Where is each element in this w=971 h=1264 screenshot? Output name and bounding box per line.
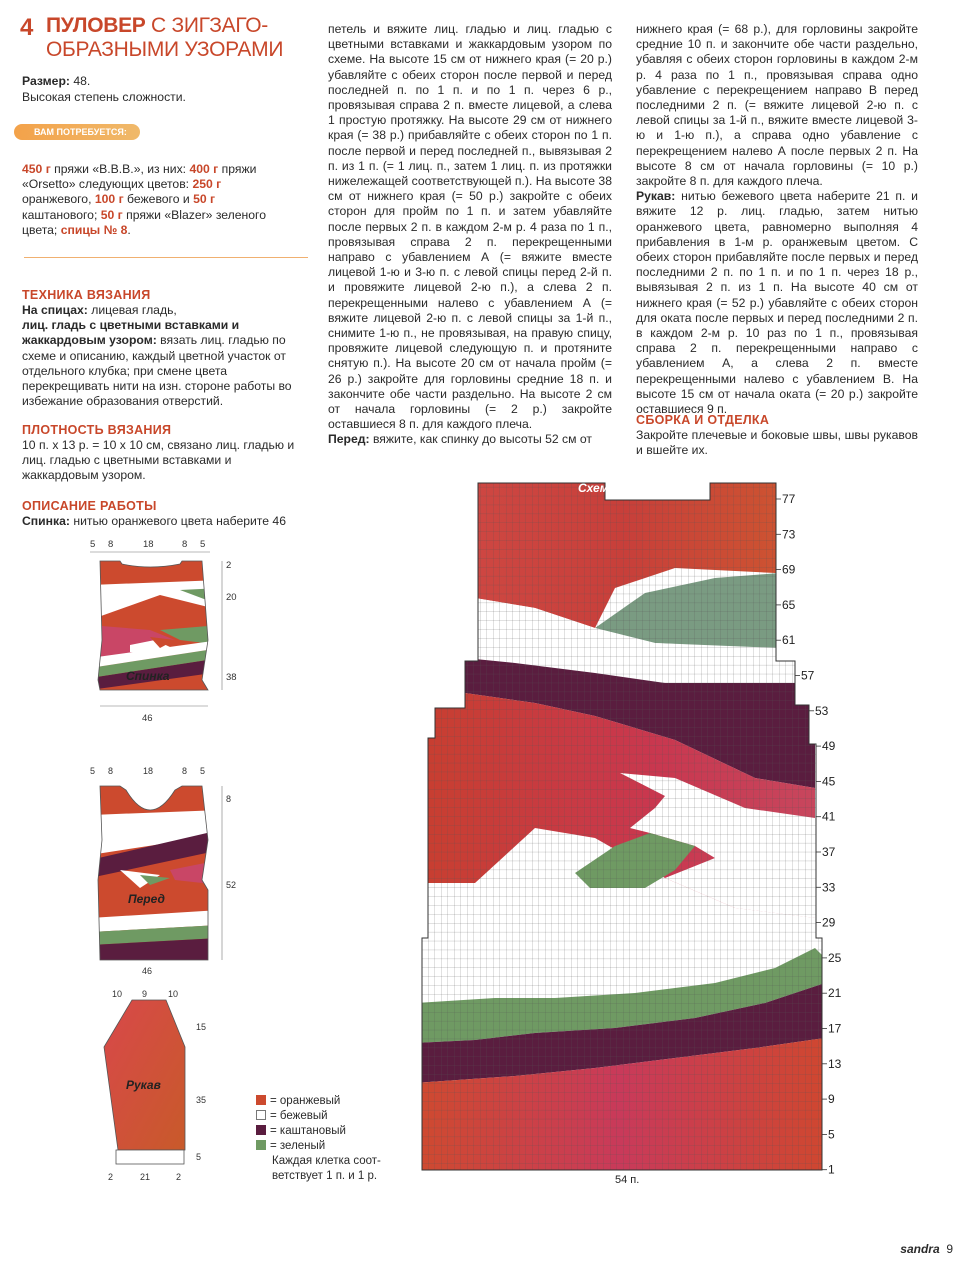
text: лицевая гладь, [87,303,177,317]
row-label: 77 [782,492,796,506]
text: пряжи «Blazer» зеленого цвета; [22,207,267,237]
text: . [127,222,131,237]
density-heading: ПЛОТНОСТЬ ВЯЗАНИЯ [22,423,172,437]
dim-label: 9 [142,989,148,999]
row-label: 1 [828,1162,835,1177]
size-value: 48. [69,74,91,88]
col3-text [636,22,918,417]
legend-item [256,1094,381,1109]
dim-label: 2 [108,1172,114,1182]
article-title [46,14,286,62]
col2-text [328,22,612,448]
amount: 250 г [192,177,222,192]
back-schematic [60,530,260,750]
row-label: 37 [822,845,836,859]
legend-item [256,1109,381,1124]
page-footer [900,1242,953,1256]
page-number: 9 [946,1242,953,1256]
swatch-green [256,1140,266,1150]
dim-label: 18 [143,539,154,550]
dim-label: 8 [108,766,114,776]
difficulty: Высокая степень сложности. [22,90,186,104]
dim-label: 46 [142,966,153,976]
back-knitting-chart [415,478,855,1190]
row-label: 17 [828,1021,842,1036]
row-label: 29 [822,915,836,930]
article-number: 4 [20,14,34,41]
text: пряжи «B.B.B.», из них: [50,162,190,176]
density-text: 10 п. х 13 р. = 10 х 10 см, связано лиц. гладью и лиц. гладью с цветными вставками и жаккардовым узором. [22,438,295,483]
back-start [22,514,308,529]
needles: спицы № 8 [60,222,128,237]
color-legend [256,1094,381,1184]
legend-label: = каштановый [270,1125,346,1137]
amount: 50 г [193,192,216,207]
amount: 400 г [189,162,219,176]
dim-label: 5 [200,766,206,776]
divider [24,257,308,258]
size-line [22,74,308,89]
legend-label: = зеленый [270,1140,326,1152]
row-label: 73 [782,527,796,542]
title-bold: ПУЛОВЕР [46,14,146,37]
row-label: 21 [828,986,842,1001]
label: лиц. гладь с цветными вставками и жаккардовым узором: [22,318,240,348]
row-label: 5 [828,1127,835,1142]
dim-label: 18 [143,766,154,776]
dim-label: 8 [182,539,188,550]
title-rest: С ЗИГЗАГО-ОБРАЗНЫМИ УЗОРАМИ [46,14,284,61]
brand: sandra [900,1242,940,1256]
dim-label: 5 [90,766,96,776]
label: Перед: [328,432,370,447]
dim-label: 5 [90,539,96,550]
sleeve-label: Рукав [126,1078,161,1092]
row-label: 61 [782,633,796,648]
dim-label: 35 [196,1095,207,1105]
legend-item [256,1139,381,1154]
text: вяжите, как спинку до высоты 52 см от [369,432,592,447]
materials-text [22,162,292,238]
back-instructions: петель и вяжите лиц. гладью и лиц. гладью с цветными вставками и жаккардовым узором по схеме. На высоте 15 см от нижнего края (= 20 р.) убавляйте с обеих сторон после первой и перед последней п. по 1 п. и по 1 п. через 6 р., провязывая справа 2 п. вместе лицевой, а слева 1 простую протяжку. На высоте 29 см от нижнего края (= 38 р.) прибавляйте с обеих сторон по 1 п. после первой и перед последней п., вывязывая 2 п. из 1 п. (= 1 лиц. п., затем 1 лиц. п. из протяжки нижележащей соответствующей п.). На высоте 38 см от нижнего края (= 50 р.) закройте с обеих сторон для пройм по 1 п. и затем убавляйте после первых 2 п. в каждом 2-м р. 4 раза по 1 п., провязывая справа 2 п. перекрещенными направо с убавлением А (= вяжите вместе лицевой 1-ю и 3-ю п. с левой спицы перед 2-й п. и провяжите лицевой 2-ю п.), а слева 2 п. перекрещенными налево с убавлением А (= вяжите лицевой 2-ю п. с левой спицы за 1-й п., снимите 1-ю п., не провязывая, на правую спицу, провяжите лицевой следующую п. и протяните снятую п.). На высоте 20 см от начала пройм (= 26 р.) закройте для горловины средние 18 п. и закончите обе части раздельно. На высоте 2 см от начала горловины (= 2 р.) закройте оставшиеся 8 п. для каждого плеча. [328,22,612,432]
label: Рукав: [636,189,676,204]
technique-heading: ТЕХНИКА ВЯЗАНИЯ [22,288,151,302]
row-label: 65 [782,597,796,612]
legend-label: = оранжевый [270,1095,341,1107]
text: пряжи «Orsetto» следующих цветов: [22,162,257,192]
sleeve-instructions: нитью бежевого цвета наберите 21 п. и вяжите 12 р. лиц. гладью, затем нитью оранжевого цвета, равномерно выполняя 4 прибавления в 1-м р. оранжевым цветом. С обеих сторон прибавляйте после первых и перед последними 2 п. по 1 п. и по 1 п. через 18 р., вывязывая 2 п. из 1 п. На высоте 40 см от нижнего края (= 52 р.) убавляйте с обеих сторон для оката после первых и перед последними 2 п. в каждом 2-м р. 10 раз по 1 п., провязывая справа 2 п. перекрещенными направо с убавлением А, а слева 2 п. вместе перекрещенными налево с убавлением В. На высоте 15 см от начала оката (= 20 р.) закройте оставшиеся 9 п. [636,189,918,417]
label: Спинка: [22,514,70,528]
dim-label: 5 [196,1152,202,1162]
sleeve-schematic [90,985,230,1185]
dim-label: 20 [226,592,237,603]
dim-label: 38 [226,672,237,683]
assembly-heading: СБОРКА И ОТДЕЛКА [636,413,770,427]
amount: 50 г [100,207,123,222]
text: оранжевого, [22,192,95,207]
amount: 100 г [94,192,124,207]
dim-label: 15 [196,1022,207,1032]
row-label: 57 [801,668,815,683]
amount: 450 г [22,162,51,176]
dim-label: 10 [168,989,179,999]
row-label: 25 [828,950,842,965]
row-label: 53 [815,703,829,718]
text: каштанового; [22,207,101,222]
label: На спицах: [22,303,88,317]
dim-label: 46 [142,713,153,724]
swatch-chestnut [256,1125,266,1135]
dim-label: 21 [140,1172,151,1182]
you-need-badge: ВАМ ПОТРЕБУЕТСЯ: [14,124,140,140]
dim-label: 5 [200,539,206,550]
front-schematic [60,760,260,980]
row-label: 13 [828,1056,842,1071]
legend-note: ветствует 1 п. и 1 р. [272,1170,378,1182]
size-label: Размер: [22,74,70,88]
row-label: 49 [822,739,836,754]
legend-label: = бежевый [270,1110,328,1122]
row-label: 45 [822,774,836,789]
back-label: Спинка [126,669,170,683]
legend-note: Каждая клетка соот- [272,1155,381,1167]
row-label: 41 [822,809,836,824]
text: бежевого и [123,192,194,207]
text: нитью оранжевого цвета наберите 46 [69,514,286,528]
front-instructions: нижнего края (= 68 р.), для горловины закройте средние 10 п. и закончите обе части раздельно, убавляя с обеих сторон горловины в каждом 2-м р. 4 раза по 1 п., провязывая справа одно убавление с перекрещением направо В перед последними 2 п. (= вяжите лицевой 2-ю п. с левой спицы за 1-й п., вяжите вместе лицевой 3-ю и 1-ю п.), а справа одно убавление с перекрещением налево А после первых 2 п. На высоте 8 см от начала горловины (= 10 р.) закройте 8 п. для каждого плеча. [636,22,918,189]
dim-label: 8 [226,794,232,804]
dim-label: 8 [182,766,188,776]
assembly-text: Закройте плечевые и боковые швы, швы рукавов и вшейте их. [636,428,918,458]
chart-title: Схема спинки [578,481,661,495]
chart-width-label: 54 п. [615,1174,640,1186]
swatch-beige [256,1110,266,1120]
front-label: Перед [128,892,165,906]
dim-label: 52 [226,880,237,890]
dim-label: 2 [176,1172,182,1182]
row-label: 9 [828,1092,835,1107]
legend-item [256,1124,381,1139]
row-label: 69 [782,562,796,577]
description-heading: ОПИСАНИЕ РАБОТЫ [22,499,157,513]
dim-label: 2 [226,560,232,571]
swatch-orange [256,1095,266,1105]
dim-label: 10 [112,989,123,999]
technique-text [22,303,308,409]
dim-label: 8 [108,539,114,550]
row-label: 33 [822,880,836,895]
text: вязать лиц. гладью по схеме и описанию, каждый цветной участок от отдельного клубка; при смене цвета перекрещивать нити на изн. стороне работы во избежание образования отверстий. [22,333,292,409]
